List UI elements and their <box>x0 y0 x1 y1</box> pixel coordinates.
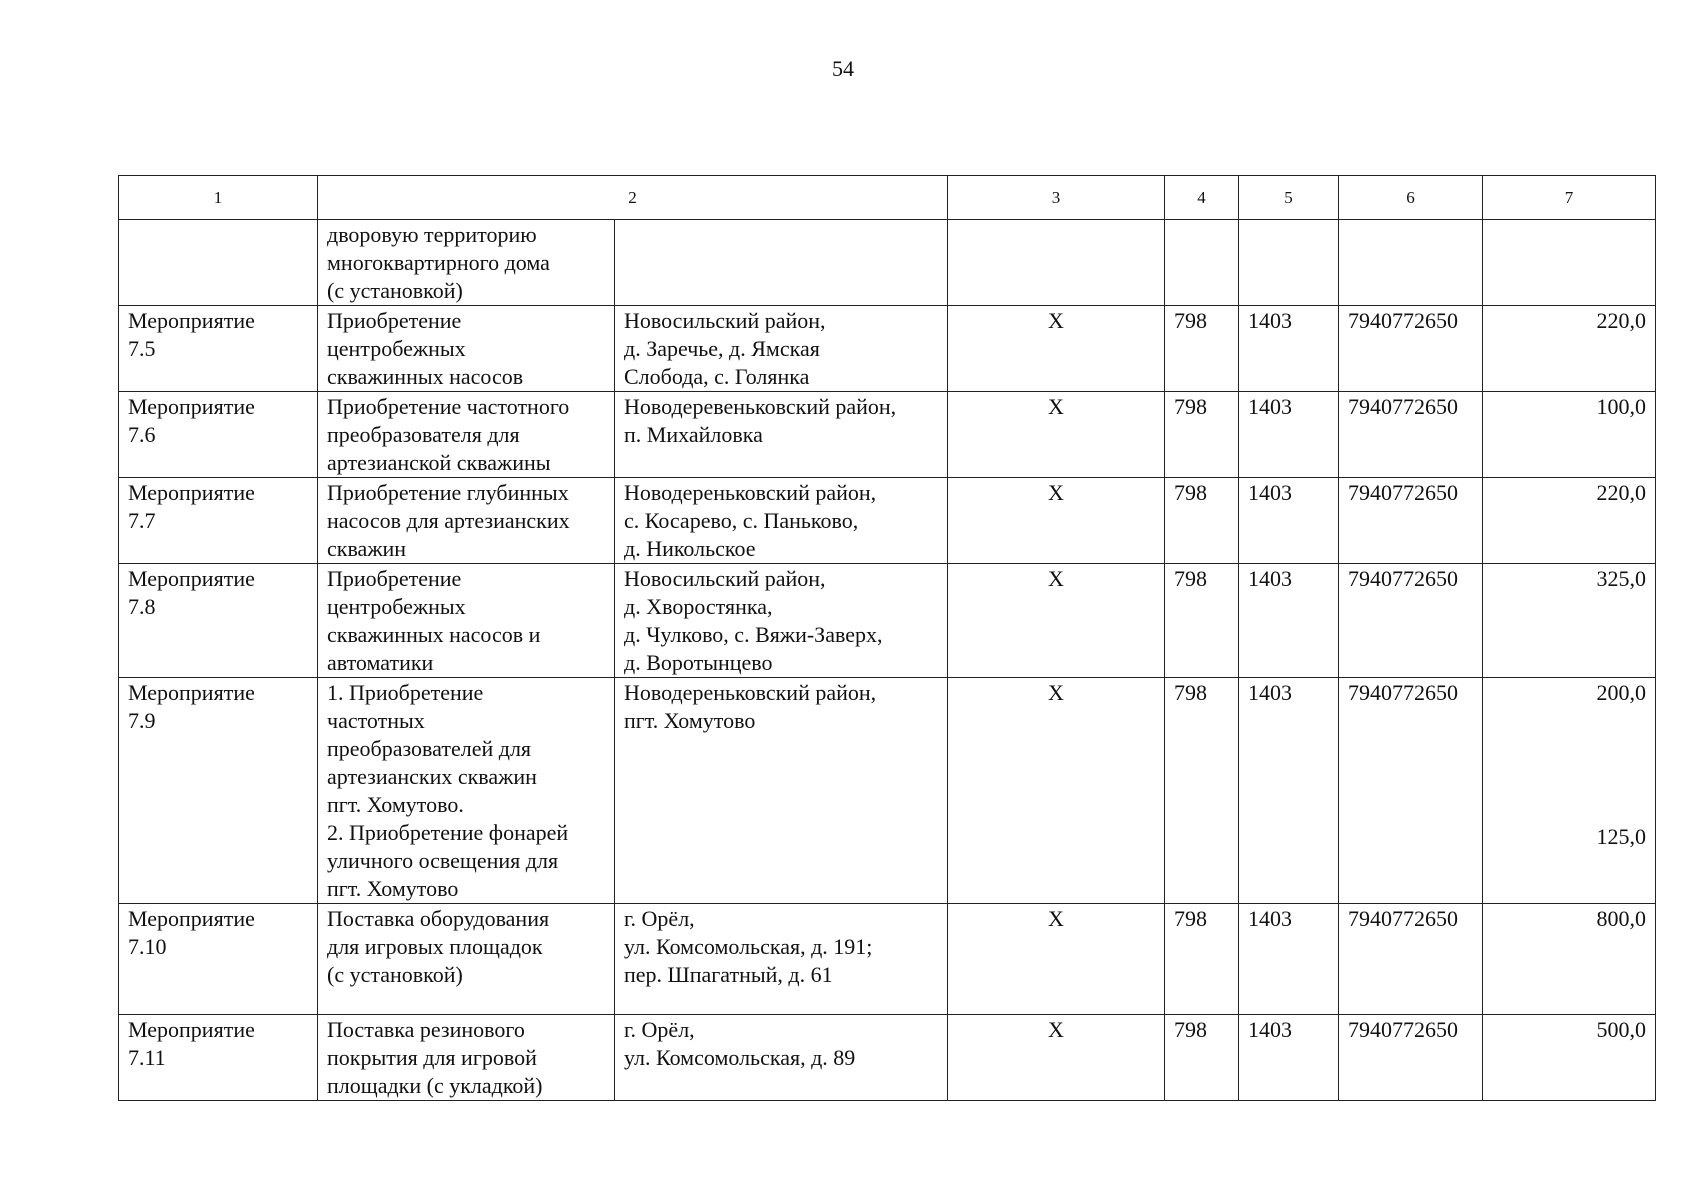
col4-cell <box>1165 306 1239 392</box>
col6-value: 7940772650 <box>1348 1017 1458 1042</box>
col3-cell <box>948 564 1165 678</box>
location-line: Слобода, с. Голянка <box>624 364 810 389</box>
measure-line: Мероприятие <box>128 308 255 333</box>
col7-cell <box>1483 392 1656 478</box>
name-line: преобразователя для <box>327 422 520 447</box>
table-row <box>119 392 1656 478</box>
column-header: 7 <box>1483 176 1656 220</box>
col5-value: 1403 <box>1248 906 1292 931</box>
col3-value: Х <box>1048 906 1064 931</box>
name-line: многоквартирного дома <box>327 250 550 275</box>
table-row <box>119 904 1656 1015</box>
name-line: Приобретение <box>327 566 462 591</box>
location-line: ул. Комсомольская, д. 89 <box>624 1045 856 1070</box>
col6-cell <box>1339 678 1483 904</box>
col4-cell <box>1165 564 1239 678</box>
measure-cell <box>119 478 318 564</box>
col4-value: 798 <box>1174 480 1207 505</box>
location-line: Новосильский район, <box>624 566 826 591</box>
name-line: Приобретение <box>327 308 462 333</box>
col7-cell <box>1483 564 1656 678</box>
measure-line: Мероприятие <box>128 1017 255 1042</box>
name-line: артезианской скважины <box>327 450 551 475</box>
location-line: пер. Шпагатный, д. 61 <box>624 962 833 987</box>
col5-value: 1403 <box>1248 566 1292 591</box>
name-line: центробежных <box>327 336 466 361</box>
table-row <box>119 678 1656 904</box>
col4-cell <box>1165 678 1239 904</box>
location-line: д. Никольское <box>624 536 756 561</box>
table-header-row <box>119 176 1656 220</box>
measure-line: 7.8 <box>128 594 156 619</box>
name-cell <box>318 1015 615 1101</box>
location-cell <box>615 306 948 392</box>
location-cell <box>615 904 948 1015</box>
table-row <box>119 1015 1656 1101</box>
col7-cell <box>1483 220 1656 306</box>
name-line: артезианских скважин <box>327 764 537 789</box>
measure-cell <box>119 1015 318 1101</box>
measure-cell <box>119 904 318 1015</box>
measure-cell <box>119 306 318 392</box>
table-row <box>119 478 1656 564</box>
location-line: ул. Комсомольская, д. 191; <box>624 934 873 959</box>
col4-cell <box>1165 1015 1239 1101</box>
location-cell <box>615 564 948 678</box>
location-line: п. Михайловка <box>624 422 763 447</box>
col7-cell <box>1483 1015 1656 1101</box>
col6-cell <box>1339 564 1483 678</box>
name-line: Приобретение глубинных <box>327 480 569 505</box>
table-row <box>119 306 1656 392</box>
col4-cell <box>1165 904 1239 1015</box>
name-cell <box>318 306 615 392</box>
col4-value: 798 <box>1174 566 1207 591</box>
location-line: г. Орёл, <box>624 906 695 931</box>
col5-value: 1403 <box>1248 680 1292 705</box>
measure-cell <box>119 392 318 478</box>
location-line: д. Хворостянка, <box>624 594 773 619</box>
col4-value: 798 <box>1174 906 1207 931</box>
name-line: скважин <box>327 536 407 561</box>
col5-cell <box>1239 678 1339 904</box>
location-line: с. Косарево, с. Паньково, <box>624 508 859 533</box>
col3-value: Х <box>1048 566 1064 591</box>
location-cell <box>615 478 948 564</box>
column-header: 1 <box>119 176 318 220</box>
col6-value: 7940772650 <box>1348 680 1458 705</box>
col5-cell <box>1239 1015 1339 1101</box>
col6-value: 7940772650 <box>1348 480 1458 505</box>
column-header: 2 <box>318 176 948 220</box>
col3-cell <box>948 392 1165 478</box>
col5-cell <box>1239 306 1339 392</box>
col4-value: 798 <box>1174 1017 1207 1042</box>
name-line: покрытия для игровой <box>327 1045 537 1070</box>
name-cell <box>318 904 615 1015</box>
name-line: скважинных насосов <box>327 364 524 389</box>
location-line: г. Орёл, <box>624 1017 695 1042</box>
name-line: площадки (с укладкой) <box>327 1073 543 1098</box>
col3-cell <box>948 478 1165 564</box>
location-cell <box>615 678 948 904</box>
location-line: Новосильский район, <box>624 308 826 333</box>
col3-value: Х <box>1048 1017 1064 1042</box>
col6-value: 7940772650 <box>1348 906 1458 931</box>
col3-value: Х <box>1048 680 1064 705</box>
name-line: Приобретение частотного <box>327 394 570 419</box>
measure-line: 7.11 <box>128 1045 166 1070</box>
col5-cell <box>1239 564 1339 678</box>
location-cell <box>615 220 948 306</box>
measure-line: 7.7 <box>128 508 156 533</box>
measure-line: 7.9 <box>128 708 156 733</box>
col6-cell <box>1339 904 1483 1015</box>
col3-cell <box>948 306 1165 392</box>
name-line: центробежных <box>327 594 466 619</box>
col7-cell <box>1483 678 1656 904</box>
name-line: (с установкой) <box>327 962 463 987</box>
name-line: пгт. Хомутово <box>327 876 459 901</box>
measure-cell <box>119 220 318 306</box>
col5-value: 1403 <box>1248 480 1292 505</box>
col3-cell <box>948 678 1165 904</box>
table-row <box>119 564 1656 678</box>
col3-value: Х <box>1048 480 1064 505</box>
col6-value: 7940772650 <box>1348 308 1458 333</box>
name-line: Поставка оборудования <box>327 906 550 931</box>
location-cell <box>615 1015 948 1101</box>
col6-value: 7940772650 <box>1348 566 1458 591</box>
column-header: 4 <box>1165 176 1239 220</box>
page-number: 54 <box>832 56 854 81</box>
budget-table <box>118 175 1656 1101</box>
col6-value: 7940772650 <box>1348 394 1458 419</box>
col6-cell <box>1339 478 1483 564</box>
column-header: 3 <box>948 176 1165 220</box>
location-cell <box>615 392 948 478</box>
measure-line: Мероприятие <box>128 566 255 591</box>
measure-line: Мероприятие <box>128 680 255 705</box>
col3-value: Х <box>1048 308 1064 333</box>
name-line: 2. Приобретение фонарей <box>327 820 569 845</box>
col5-cell <box>1239 478 1339 564</box>
location-line: пгт. Хомутово <box>624 708 756 733</box>
spacer <box>1492 794 1646 823</box>
measure-line: Мероприятие <box>128 906 255 931</box>
name-cell <box>318 220 615 306</box>
measure-cell <box>119 564 318 678</box>
col7-value: 220,0 <box>1596 308 1646 333</box>
col7-value: 220,0 <box>1596 480 1646 505</box>
table-row-continuation <box>119 220 1656 306</box>
col6-cell <box>1339 306 1483 392</box>
location-line: Новодереньковский район, <box>624 680 877 705</box>
name-line: пгт. Хомутово. <box>327 792 464 817</box>
col7-value: 100,0 <box>1596 394 1646 419</box>
measure-line: Мероприятие <box>128 394 255 419</box>
col4-value: 798 <box>1174 308 1207 333</box>
measure-line: 7.5 <box>128 336 156 361</box>
col4-cell <box>1165 392 1239 478</box>
col5-value: 1403 <box>1248 308 1292 333</box>
col6-cell <box>1339 1015 1483 1101</box>
spacer <box>1492 765 1646 794</box>
col3-cell <box>948 1015 1165 1101</box>
col7-value: 200,0 <box>1596 680 1646 705</box>
name-cell <box>318 478 615 564</box>
name-cell <box>318 564 615 678</box>
col4-value: 798 <box>1174 680 1207 705</box>
col3-cell <box>948 904 1165 1015</box>
name-line: для игровых площадок <box>327 934 543 959</box>
col7-cell <box>1483 904 1656 1015</box>
col5-value: 1403 <box>1248 394 1292 419</box>
name-line: скважинных насосов и <box>327 622 541 647</box>
col6-cell <box>1339 220 1483 306</box>
name-line: 1. Приобретение <box>327 680 484 705</box>
col7-value: 500,0 <box>1596 1017 1646 1042</box>
col4-cell <box>1165 220 1239 306</box>
col5-cell <box>1239 220 1339 306</box>
col5-cell <box>1239 392 1339 478</box>
measure-line: Мероприятие <box>128 480 255 505</box>
col7-value: 325,0 <box>1596 566 1646 591</box>
col4-cell <box>1165 478 1239 564</box>
location-line: Новодереньковский район, <box>624 480 877 505</box>
name-line: насосов для артезианских <box>327 508 570 533</box>
col7-cell <box>1483 306 1656 392</box>
name-line: частотных <box>327 708 425 733</box>
name-line: преобразователей для <box>327 736 532 761</box>
name-cell <box>318 392 615 478</box>
location-line: д. Воротынцево <box>624 650 773 675</box>
name-line: (с установкой) <box>327 278 463 303</box>
measure-line: 7.10 <box>128 934 167 959</box>
location-line: д. Заречье, д. Ямская <box>624 336 820 361</box>
name-line: автоматики <box>327 650 434 675</box>
col5-cell <box>1239 904 1339 1015</box>
name-line: дворовую территорию <box>327 222 537 247</box>
col6-cell <box>1339 392 1483 478</box>
col4-value: 798 <box>1174 394 1207 419</box>
name-line: уличного освещения для <box>327 848 559 873</box>
spacer <box>1492 707 1646 736</box>
name-line: Поставка резинового <box>327 1017 525 1042</box>
measure-line: 7.6 <box>128 422 156 447</box>
column-header: 6 <box>1339 176 1483 220</box>
location-line: д. Чулково, с. Вяжи-Заверх, <box>624 622 883 647</box>
location-line: Новодеревеньковский район, <box>624 394 897 419</box>
spacer <box>1492 736 1646 765</box>
col3-cell <box>948 220 1165 306</box>
col7-value: 800,0 <box>1596 906 1646 931</box>
name-cell <box>318 678 615 904</box>
column-header: 5 <box>1239 176 1339 220</box>
measure-cell <box>119 678 318 904</box>
col5-value: 1403 <box>1248 1017 1292 1042</box>
col7-cell <box>1483 478 1656 564</box>
col3-value: Х <box>1048 394 1064 419</box>
col7-second-value: 125,0 <box>1596 824 1646 849</box>
